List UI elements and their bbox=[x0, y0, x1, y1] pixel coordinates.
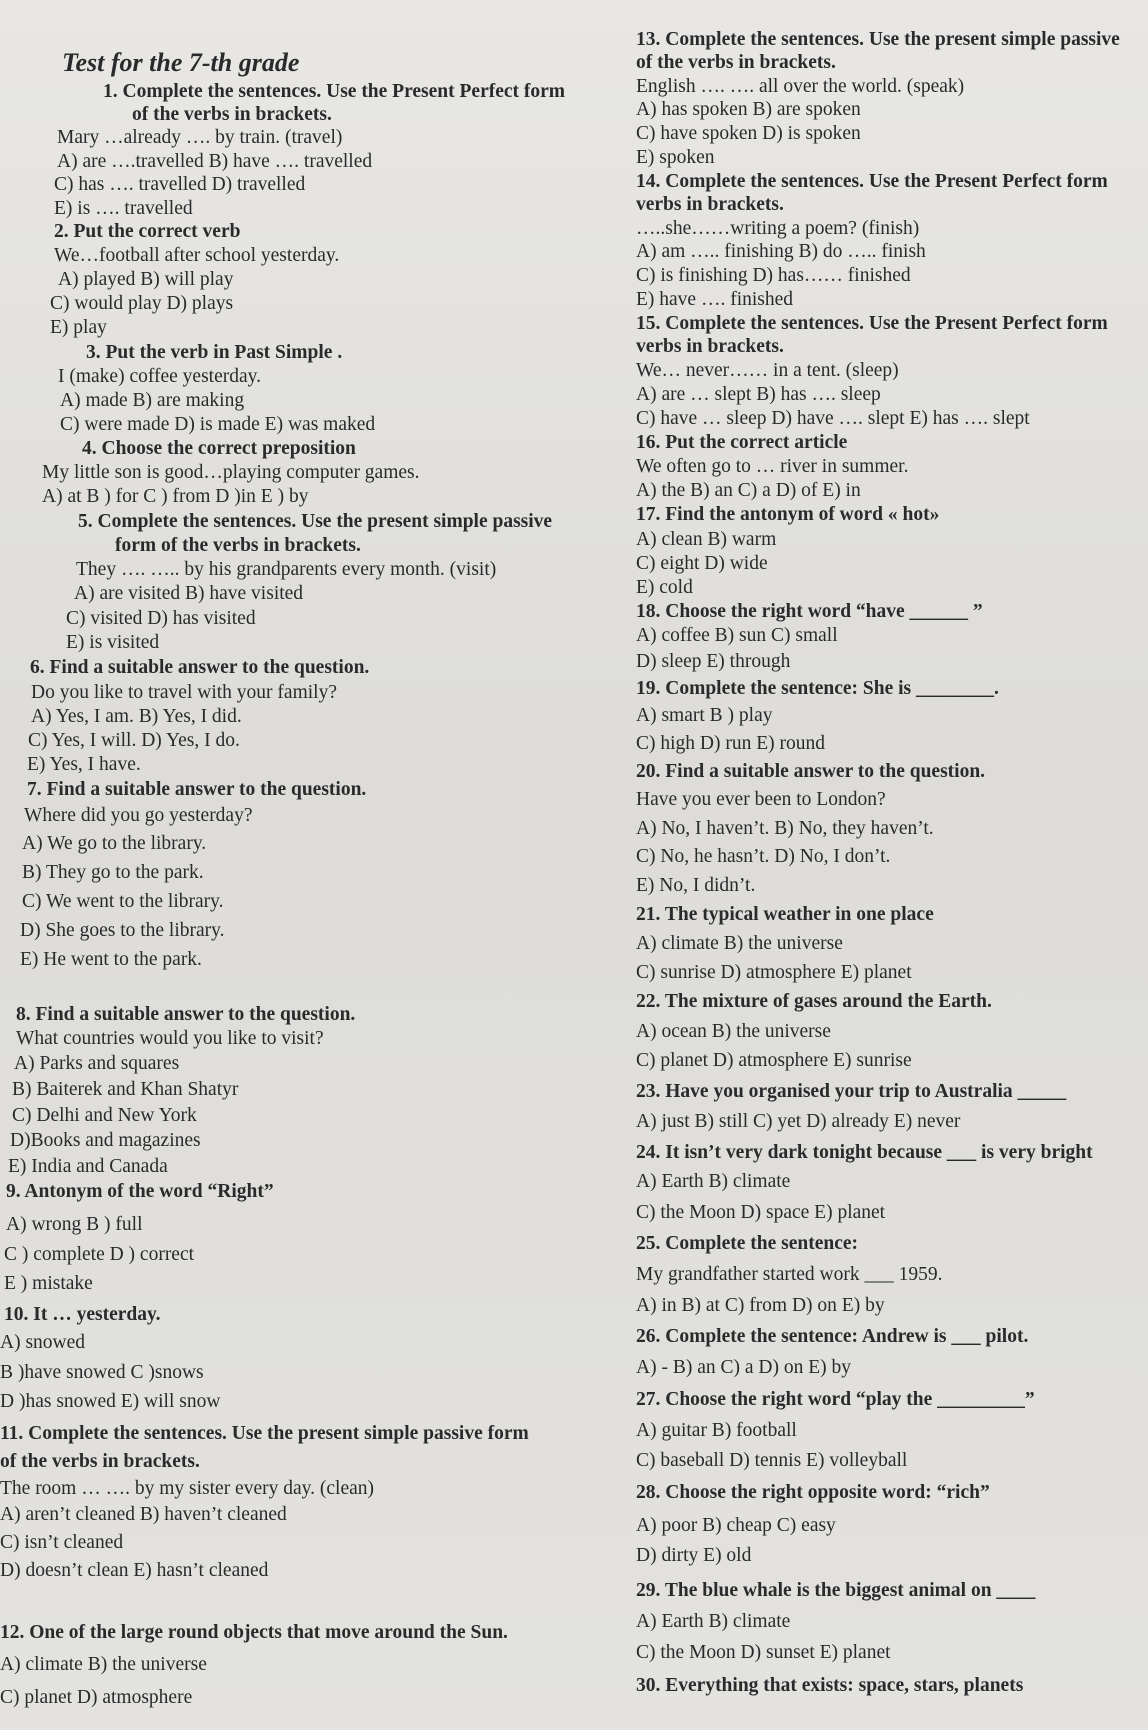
answer-line: A) Earth B) climate bbox=[636, 1611, 791, 1632]
answer-line: They …. ….. by his grandparents every month. (visit) bbox=[76, 559, 497, 580]
answer-line: C) the Moon D) sunset E) planet bbox=[636, 1642, 891, 1663]
answer-line: A) in B) at C) from D) on E) by bbox=[636, 1295, 885, 1316]
question-text: 25. Complete the sentence: bbox=[636, 1233, 859, 1254]
question-text: 2. Put the correct verb bbox=[54, 221, 241, 242]
answer-line: A) poor B) cheap C) easy bbox=[636, 1515, 836, 1536]
answer-line: C) Delhi and New York bbox=[12, 1105, 197, 1126]
question-text: 16. Put the correct article bbox=[636, 432, 848, 453]
question-text: 18. Choose the right word “have ______ ” bbox=[636, 601, 983, 622]
answer-line: A) ocean B) the universe bbox=[636, 1021, 831, 1042]
answer-line: E) play bbox=[50, 317, 107, 338]
answer-line: C) baseball D) tennis E) volleyball bbox=[636, 1450, 908, 1471]
answer-line: A) climate B) the universe bbox=[636, 933, 843, 954]
answer-line: C) planet D) atmosphere E) sunrise bbox=[636, 1050, 912, 1071]
question-text: 1. Complete the sentences. Use the Present Perfect form bbox=[103, 81, 566, 102]
answer-line: C) Yes, I will. D) Yes, I do. bbox=[28, 730, 240, 751]
question-text: 29. The blue whale is the biggest animal on ____ bbox=[636, 1580, 1036, 1601]
page-title: Test for the 7-th grade bbox=[62, 48, 300, 77]
answer-line: What countries would you like to visit? bbox=[16, 1028, 324, 1049]
question-text: of the verbs in brackets. bbox=[636, 52, 836, 73]
answer-line: The room … …. by my sister every day. (clean) bbox=[0, 1478, 374, 1499]
answer-line: D )has snowed E) will snow bbox=[0, 1391, 221, 1412]
answer-line: A) snowed bbox=[0, 1332, 86, 1353]
question-text: 7. Find a suitable answer to the question. bbox=[27, 779, 367, 800]
question-text: 20. Find a suitable answer to the question. bbox=[636, 761, 986, 782]
question-text: 28. Choose the right opposite word: “rich” bbox=[636, 1482, 990, 1503]
answer-line: A) wrong B ) full bbox=[6, 1214, 143, 1235]
answer-line: A) am ….. finishing B) do ….. finish bbox=[636, 241, 926, 262]
answer-line: C ) complete D ) correct bbox=[4, 1244, 195, 1265]
answer-line: We…football after school yesterday. bbox=[54, 245, 340, 266]
question-text: 4. Choose the correct preposition bbox=[82, 438, 356, 459]
answer-line: E ) mistake bbox=[4, 1273, 93, 1294]
answer-line: A) at B ) for C ) from D )in E ) by bbox=[42, 486, 309, 507]
answer-line: D) sleep E) through bbox=[636, 651, 791, 672]
answer-line: B) They go to the park. bbox=[22, 862, 204, 883]
answer-line: E) Yes, I have. bbox=[27, 754, 141, 775]
answer-line: Where did you go yesterday? bbox=[24, 805, 253, 826]
answer-line: …..she……writing a poem? (finish) bbox=[636, 218, 920, 239]
answer-line: A) Earth B) climate bbox=[636, 1171, 791, 1192]
question-text: 12. One of the large round objects that move around the Sun. bbox=[0, 1622, 508, 1643]
answer-line: C) has …. travelled D) travelled bbox=[54, 174, 306, 195]
answer-line: A) clean B) warm bbox=[636, 529, 777, 550]
answer-line: E) cold bbox=[636, 577, 693, 598]
question-text: 9. Antonym of the word “Right” bbox=[6, 1181, 274, 1202]
question-text: 22. The mixture of gases around the Earth. bbox=[636, 991, 992, 1012]
answer-line: C) We went to the library. bbox=[22, 891, 224, 912]
question-text: of the verbs in brackets. bbox=[0, 1451, 200, 1472]
answer-line: A) are ….travelled B) have …. travelled bbox=[57, 151, 373, 172]
question-text: 3. Put the verb in Past Simple . bbox=[86, 342, 343, 363]
answer-line: A) played B) will play bbox=[58, 269, 234, 290]
answer-line: A) just B) still C) yet D) already E) never bbox=[636, 1111, 961, 1132]
answer-line: A) made B) are making bbox=[60, 390, 245, 411]
answer-line: D) She goes to the library. bbox=[20, 920, 225, 941]
answer-line: A) are … slept B) has …. sleep bbox=[636, 384, 881, 405]
answer-line: C) the Moon D) space E) planet bbox=[636, 1202, 886, 1223]
answer-line: My little son is good…playing computer games. bbox=[42, 462, 420, 483]
answer-line: B )have snowed C )snows bbox=[0, 1362, 204, 1383]
answer-line: C) planet D) atmosphere bbox=[0, 1687, 193, 1708]
answer-line: A) - B) an C) a D) on E) by bbox=[636, 1357, 851, 1378]
answer-line: C) eight D) wide bbox=[636, 553, 768, 574]
answer-line: My grandfather started work ___ 1959. bbox=[636, 1264, 943, 1285]
question-text: 14. Complete the sentences. Use the Present Perfect form bbox=[636, 171, 1108, 192]
answer-line: C) were made D) is made E) was maked bbox=[60, 414, 376, 435]
answer-line: C) isn’t cleaned bbox=[0, 1532, 124, 1553]
answer-line: A) We go to the library. bbox=[22, 833, 207, 854]
answer-line: D) doesn’t clean E) hasn’t cleaned bbox=[0, 1560, 269, 1581]
answer-line: D) dirty E) old bbox=[636, 1545, 752, 1566]
answer-line: D)Books and magazines bbox=[10, 1130, 201, 1151]
answer-line: A) coffee B) sun C) small bbox=[636, 625, 838, 646]
question-text: 15. Complete the sentences. Use the Present Perfect form bbox=[636, 313, 1108, 334]
question-text: 10. It … yesterday. bbox=[4, 1304, 161, 1325]
answer-line: E) have …. finished bbox=[636, 289, 794, 310]
answer-line: C) would play D) plays bbox=[50, 293, 234, 314]
question-text: 19. Complete the sentence: She is ________. bbox=[636, 678, 999, 699]
answer-line: A) aren’t cleaned B) haven’t cleaned bbox=[0, 1504, 287, 1525]
question-text: 17. Find the antonym of word « hot» bbox=[636, 504, 940, 525]
question-text: of the verbs in brackets. bbox=[132, 104, 332, 125]
question-text: 27. Choose the right word “play the _________” bbox=[636, 1389, 1035, 1410]
answer-line: C) have spoken D) is spoken bbox=[636, 123, 861, 144]
question-text: verbs in brackets. bbox=[636, 336, 784, 357]
question-text: 8. Find a suitable answer to the question. bbox=[16, 1004, 356, 1025]
answer-line: A) Parks and squares bbox=[14, 1053, 180, 1074]
answer-line: I (make) coffee yesterday. bbox=[58, 366, 262, 387]
answer-line: A) No, I haven’t. B) No, they haven’t. bbox=[636, 818, 934, 839]
question-text: 21. The typical weather in one place bbox=[636, 904, 934, 925]
question-text: 13. Complete the sentences. Use the present simple passive bbox=[636, 29, 1120, 50]
question-text: 11. Complete the sentences. Use the present simple passive form bbox=[0, 1423, 529, 1444]
answer-line: English …. …. all over the world. (speak) bbox=[636, 76, 965, 97]
answer-line: We… never…… in a tent. (sleep) bbox=[636, 360, 899, 381]
answer-line: C) high D) run E) round bbox=[636, 733, 826, 754]
answer-line: C) No, he hasn’t. D) No, I don’t. bbox=[636, 846, 891, 867]
answer-line: A) has spoken B) are spoken bbox=[636, 99, 861, 120]
answer-line: A) Yes, I am. B) Yes, I did. bbox=[31, 706, 242, 727]
answer-line: C) is finishing D) has…… finished bbox=[636, 265, 911, 286]
answer-line: Do you like to travel with your family? bbox=[31, 682, 337, 703]
answer-line: E) No, I didn’t. bbox=[636, 875, 756, 896]
question-text: verbs in brackets. bbox=[636, 194, 784, 215]
answer-line: B) Baiterek and Khan Shatyr bbox=[12, 1079, 239, 1100]
answer-line: A) guitar B) football bbox=[636, 1420, 797, 1441]
answer-line: C) sunrise D) atmosphere E) planet bbox=[636, 962, 912, 983]
question-text: 6. Find a suitable answer to the question. bbox=[30, 657, 370, 678]
answer-line: A) climate B) the universe bbox=[0, 1654, 207, 1675]
answer-line: E) India and Canada bbox=[8, 1156, 168, 1177]
question-text: form of the verbs in brackets. bbox=[115, 535, 361, 556]
answer-line: E) is …. travelled bbox=[54, 198, 193, 219]
question-text: 5. Complete the sentences. Use the present simple passive bbox=[78, 511, 553, 532]
answer-line: E) is visited bbox=[66, 632, 160, 653]
answer-line: We often go to … river in summer. bbox=[636, 456, 909, 477]
question-text: 30. Everything that exists: space, stars, planets bbox=[636, 1675, 1024, 1696]
answer-line: Have you ever been to London? bbox=[636, 789, 886, 810]
answer-line: E) He went to the park. bbox=[20, 949, 202, 970]
question-text: 26. Complete the sentence: Andrew is ___ pilot. bbox=[636, 1326, 1029, 1347]
answer-line: A) the B) an C) a D) of E) in bbox=[636, 480, 861, 501]
answer-line: C) visited D) has visited bbox=[66, 608, 256, 629]
answer-line: E) spoken bbox=[636, 147, 715, 168]
answer-line: Mary …already …. by train. (travel) bbox=[57, 127, 343, 148]
question-text: 24. It isn’t very dark tonight because ___ is very bright bbox=[636, 1142, 1093, 1163]
question-text: 23. Have you organised your trip to Australia _____ bbox=[636, 1081, 1067, 1102]
answer-line: A) smart B ) play bbox=[636, 705, 773, 726]
answer-line: A) are visited B) have visited bbox=[74, 583, 304, 604]
answer-line: C) have … sleep D) have …. slept E) has …. slept bbox=[636, 408, 1030, 429]
